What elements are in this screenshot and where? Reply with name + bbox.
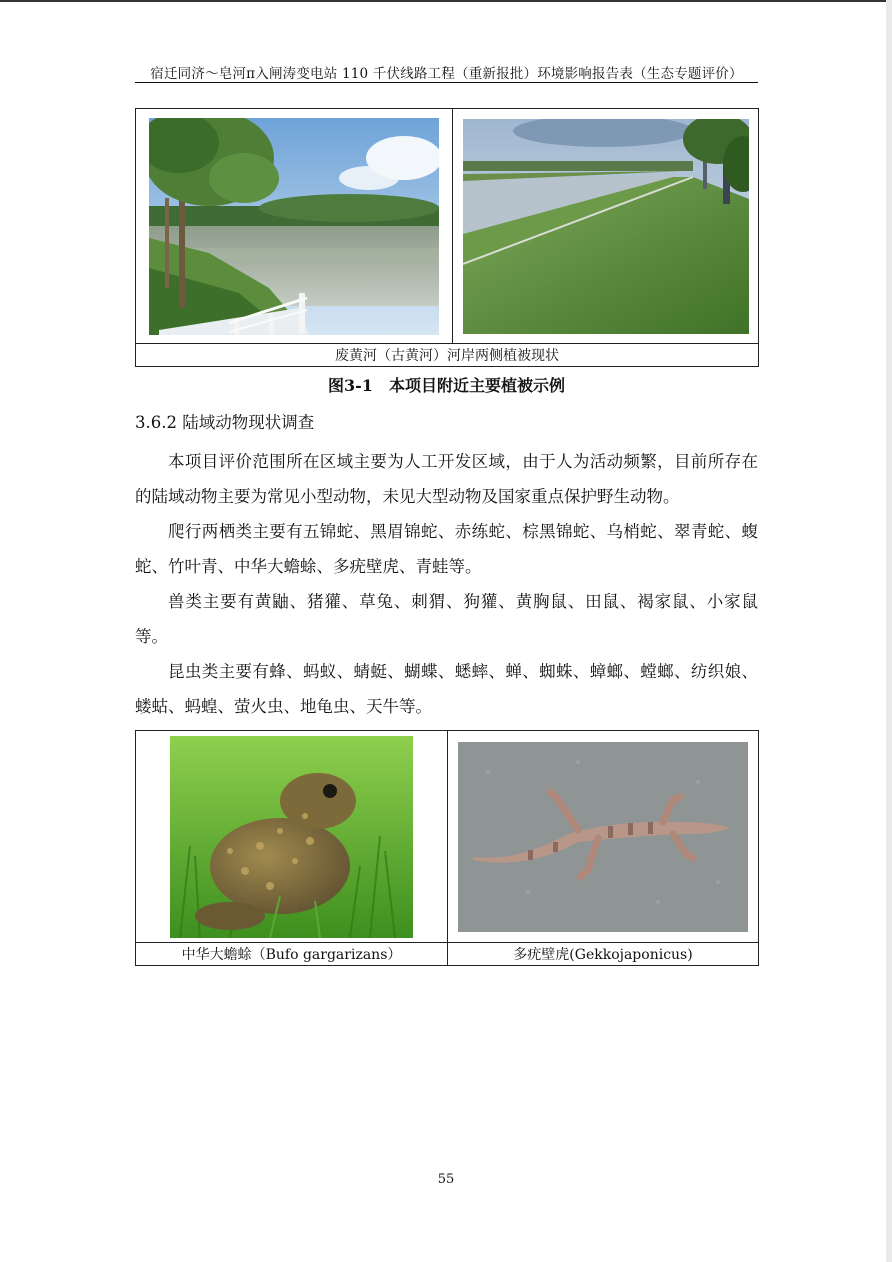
toad-photo-cell bbox=[136, 731, 448, 943]
vegetation-figure-table bbox=[135, 108, 759, 367]
section-heading: 3.6.2 陆域动物现状调查 bbox=[135, 413, 315, 432]
animal-figure-table bbox=[135, 730, 759, 966]
toad-caption: 中华大蟾蜍（Bufo gargarizans） bbox=[136, 943, 448, 966]
page-top-border bbox=[0, 0, 892, 2]
header-rule bbox=[135, 82, 758, 83]
gecko-photo-cell bbox=[448, 731, 759, 943]
figure-title: 图3-1 本项目附近主要植被示例 bbox=[328, 376, 565, 395]
river-photo-right-cell bbox=[453, 109, 759, 344]
page-right-edge bbox=[886, 0, 892, 1262]
paragraph-insects: 昆虫类主要有蜂、蚂蚁、蜻蜓、蝴蝶、蟋蟀、蝉、蜘蛛、蟑螂、螳螂、纺织娘、蝼蛄、蚂蝗、萤火虫、地龟虫、天牛等。 bbox=[135, 662, 758, 716]
paragraph-overview: 本项目评价范围所在区域主要为人工开发区域，由于人为活动频繁，目前所存在的陆域动物主要为常见小型动物，未见大型动物及国家重点保护野生动物。 bbox=[135, 452, 758, 506]
river-bank-photo-2 bbox=[463, 119, 749, 334]
gecko-caption: 多疣壁虎(Gekkojaponicus) bbox=[448, 943, 759, 966]
river-photo-left-cell bbox=[136, 109, 453, 344]
paragraph-mammals: 兽类主要有黄鼬、猪獾、草兔、刺猬、狗獾、黄胸鼠、田鼠、褐家鼠、小家鼠等。 bbox=[135, 592, 758, 646]
river-bank-photo-1 bbox=[149, 118, 439, 335]
paragraph-reptiles-amphibians: 爬行两栖类主要有五锦蛇、黑眉锦蛇、赤练蛇、棕黑锦蛇、乌梢蛇、翠青蛇、蝮蛇、竹叶青、中华大蟾蜍、多疣壁虎、青蛙等。 bbox=[135, 522, 758, 576]
vegetation-table-caption: 废黄河（古黄河）河岸两侧植被现状 bbox=[136, 344, 759, 367]
page-number: 55 bbox=[437, 1172, 455, 1187]
toad-photo bbox=[170, 736, 413, 938]
running-header: 宿迁同济～皂河π入闸涛变电站 110 千伏线路工程（重新报批）环境影响报告表（生态专题评价） bbox=[150, 66, 743, 82]
gecko-photo bbox=[458, 742, 748, 932]
